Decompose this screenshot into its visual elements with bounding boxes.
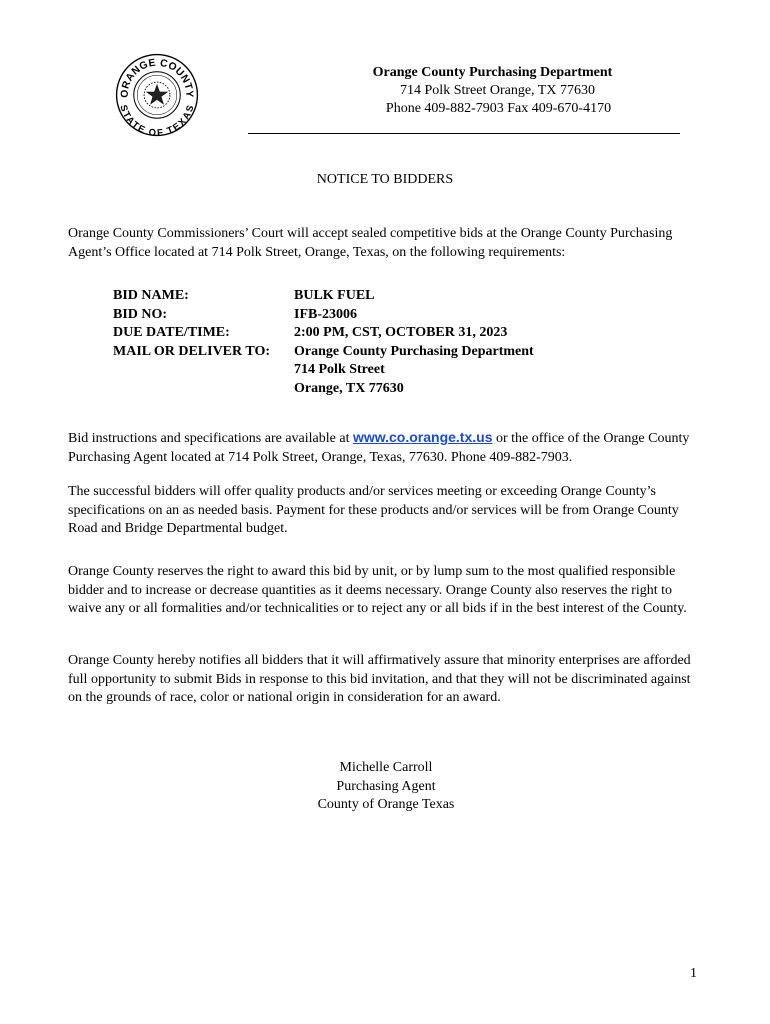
deliver-line-3: Orange, TX 77630 xyxy=(294,380,404,396)
bid-no-row xyxy=(113,306,534,325)
deliver-to-value xyxy=(294,343,534,399)
bid-no-label: BID NO: xyxy=(113,306,168,322)
signer-name: Michelle Carroll xyxy=(339,760,433,775)
bid-details xyxy=(113,287,534,398)
deliver-line-1: Orange County Purchasing Department xyxy=(294,343,534,359)
bid-name-label: BID NAME: xyxy=(113,288,189,303)
due-date-label: DUE DATE/TIME: xyxy=(113,325,230,340)
bid-name-value: BULK FUEL xyxy=(294,288,375,303)
deliver-to-row xyxy=(113,343,534,399)
seal-bottom-text: STATE OF TEXAS xyxy=(117,103,197,138)
reservation-paragraph: Orange County reserves the right to award this bid by unit, or by lump sum to the most qualified responsible bidder and to increase or decrease quantities as it deems necessary. Orange County also reserves the right to waive any or all formalities and/or technicalities or to reject any or all bids if in the best interest of the County. xyxy=(68,564,687,616)
bid-name-row xyxy=(113,287,534,306)
signer-title: Purchasing Agent xyxy=(336,778,436,794)
header-divider xyxy=(248,133,680,134)
department-name: Orange County Purchasing Department xyxy=(372,65,613,80)
department-phone: Phone 409-882-7903 Fax 409-670-4170 xyxy=(385,101,612,116)
department-address: 714 Polk Street Orange, TX 77630 xyxy=(400,83,595,98)
deliver-line-2: 714 Polk Street xyxy=(294,362,385,377)
instructions-text-after: or the office of the Orange County Purchasing Agent located at 714 Polk Street, Orange, Texas, 77630. Phone 409-882-7903. xyxy=(68,431,690,465)
seal-top-text: ORANGE COUNTY xyxy=(119,57,195,98)
minority-notice-paragraph: Orange County hereby notifies all bidders that it will affirmatively assure that minority enterprises are afforded full opportunity to submit Bids in response to this bid invitation, and that they will not be discriminated against on the grounds of race, color or national origin in consideration for an award. xyxy=(68,653,691,705)
due-date-row xyxy=(113,324,534,343)
instructions-text-before: Bid instructions and specifications are available at xyxy=(68,431,353,446)
county-website-link[interactable]: www.co.orange.tx.us xyxy=(352,429,493,445)
star-seal-icon xyxy=(114,52,200,138)
intro-paragraph: Orange County Commissioners’ Court will accept sealed competitive bids at the Orange County Purchasing Agent’s Office located at 714 Polk Street, Orange, Texas, on the following requirements: xyxy=(68,226,673,260)
notice-title: NOTICE TO BIDDERS xyxy=(316,172,454,187)
letterhead xyxy=(320,64,665,118)
instructions-paragraph xyxy=(68,428,708,467)
signer-org: County of Orange Texas xyxy=(317,797,455,812)
deliver-to-label: MAIL OR DELIVER TO: xyxy=(113,343,271,359)
due-date-value: 2:00 PM, CST, OCTOBER 31, 2023 xyxy=(294,325,508,340)
signature-block xyxy=(286,759,486,815)
bid-no-value: IFB-23006 xyxy=(294,306,357,322)
page-number: 1 xyxy=(690,966,697,981)
successful-bidders-paragraph: The successful bidders will offer quality products and/or services meeting or exceeding Orange County’s specifications on an as needed basis. Payment for these products and/or services will be from Orange County Road and Bridge Departmental budget. xyxy=(68,484,679,536)
svg-text:STATE OF TEXAS xyxy=(117,104,196,138)
